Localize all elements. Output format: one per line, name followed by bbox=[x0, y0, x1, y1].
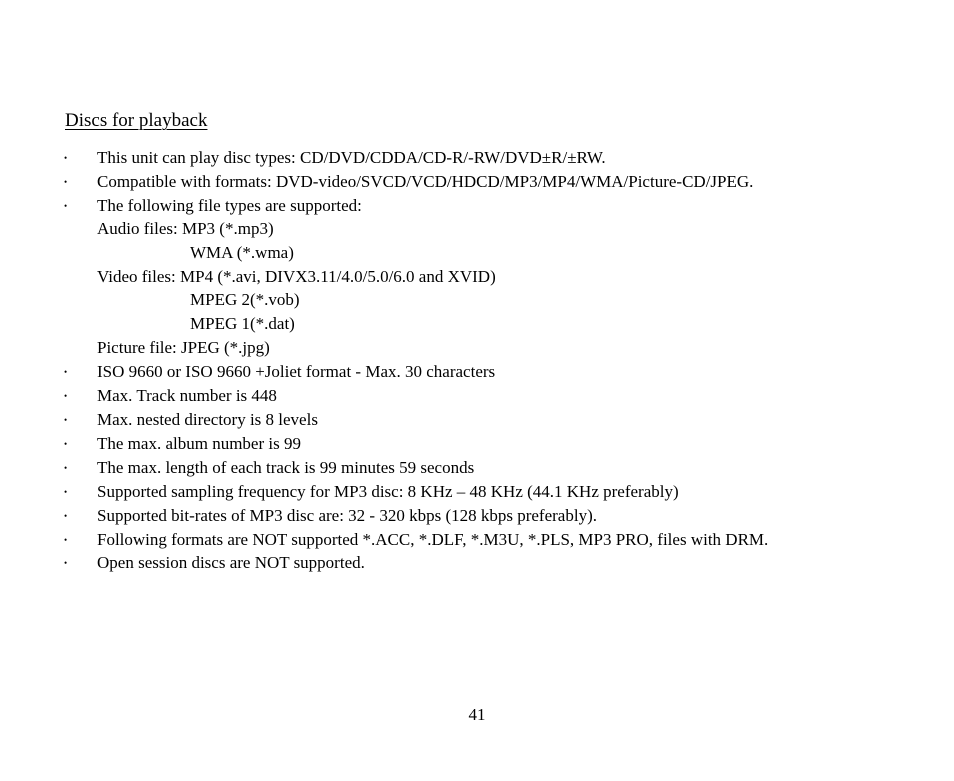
page-number: 41 bbox=[468, 705, 486, 724]
list-item-file-types: The following file types are supported: bbox=[97, 196, 362, 215]
bullet-icon: • bbox=[64, 367, 68, 377]
bullet-icon: • bbox=[64, 391, 68, 401]
bullet-icon: • bbox=[64, 415, 68, 425]
list-item-album-number: The max. album number is 99 bbox=[97, 434, 301, 453]
bullet-icon: • bbox=[64, 511, 68, 521]
list-item-track-number: Max. Track number is 448 bbox=[97, 386, 277, 405]
list-item-open-session: Open session discs are NOT supported. bbox=[97, 553, 365, 572]
bullet-icon: • bbox=[64, 153, 68, 163]
list-item-unsupported-formats: Following formats are NOT supported *.ACC, *.DLF, *.M3U, *.PLS, MP3 PRO, files with DRM. bbox=[97, 530, 769, 549]
list-item-iso-format: ISO 9660 or ISO 9660 +Joliet format - Max. 30 characters bbox=[97, 362, 496, 381]
bullet-icon: • bbox=[64, 535, 68, 545]
audio-files-line: Audio files: MP3 (*.mp3) bbox=[97, 219, 274, 238]
video-mpeg1-line: MPEG 1(*.dat) bbox=[190, 314, 295, 333]
bullet-icon: • bbox=[64, 439, 68, 449]
section-heading: Discs for playback bbox=[65, 110, 208, 131]
bullet-icon: • bbox=[64, 487, 68, 497]
bullet-icon: • bbox=[64, 177, 68, 187]
list-item-track-length: The max. length of each track is 99 minutes 59 seconds bbox=[97, 458, 475, 477]
list-item-disc-types: This unit can play disc types: CD/DVD/CDDA/CD-R/-RW/DVD±R/±RW. bbox=[97, 148, 606, 167]
list-item-sampling-frequency: Supported sampling frequency for MP3 disc: 8 KHz – 48 KHz (44.1 KHz preferably) bbox=[97, 482, 679, 501]
audio-wma-line: WMA (*.wma) bbox=[190, 243, 294, 262]
video-files-line: Video files: MP4 (*.avi, DIVX3.11/4.0/5.0/6.0 and XVID) bbox=[97, 267, 496, 286]
bullet-icon: • bbox=[64, 558, 68, 568]
list-item-bit-rates: Supported bit-rates of MP3 disc are: 32 - 320 kbps (128 kbps preferably). bbox=[97, 506, 597, 525]
bullet-icon: • bbox=[64, 463, 68, 473]
bullet-icon: • bbox=[64, 201, 68, 211]
picture-file-line: Picture file: JPEG (*.jpg) bbox=[97, 338, 270, 357]
list-item-nested-directory: Max. nested directory is 8 levels bbox=[97, 410, 318, 429]
list-item-formats: Compatible with formats: DVD-video/SVCD/VCD/HDCD/MP3/MP4/WMA/Picture-CD/JPEG. bbox=[97, 172, 754, 191]
video-mpeg2-line: MPEG 2(*.vob) bbox=[190, 290, 300, 309]
